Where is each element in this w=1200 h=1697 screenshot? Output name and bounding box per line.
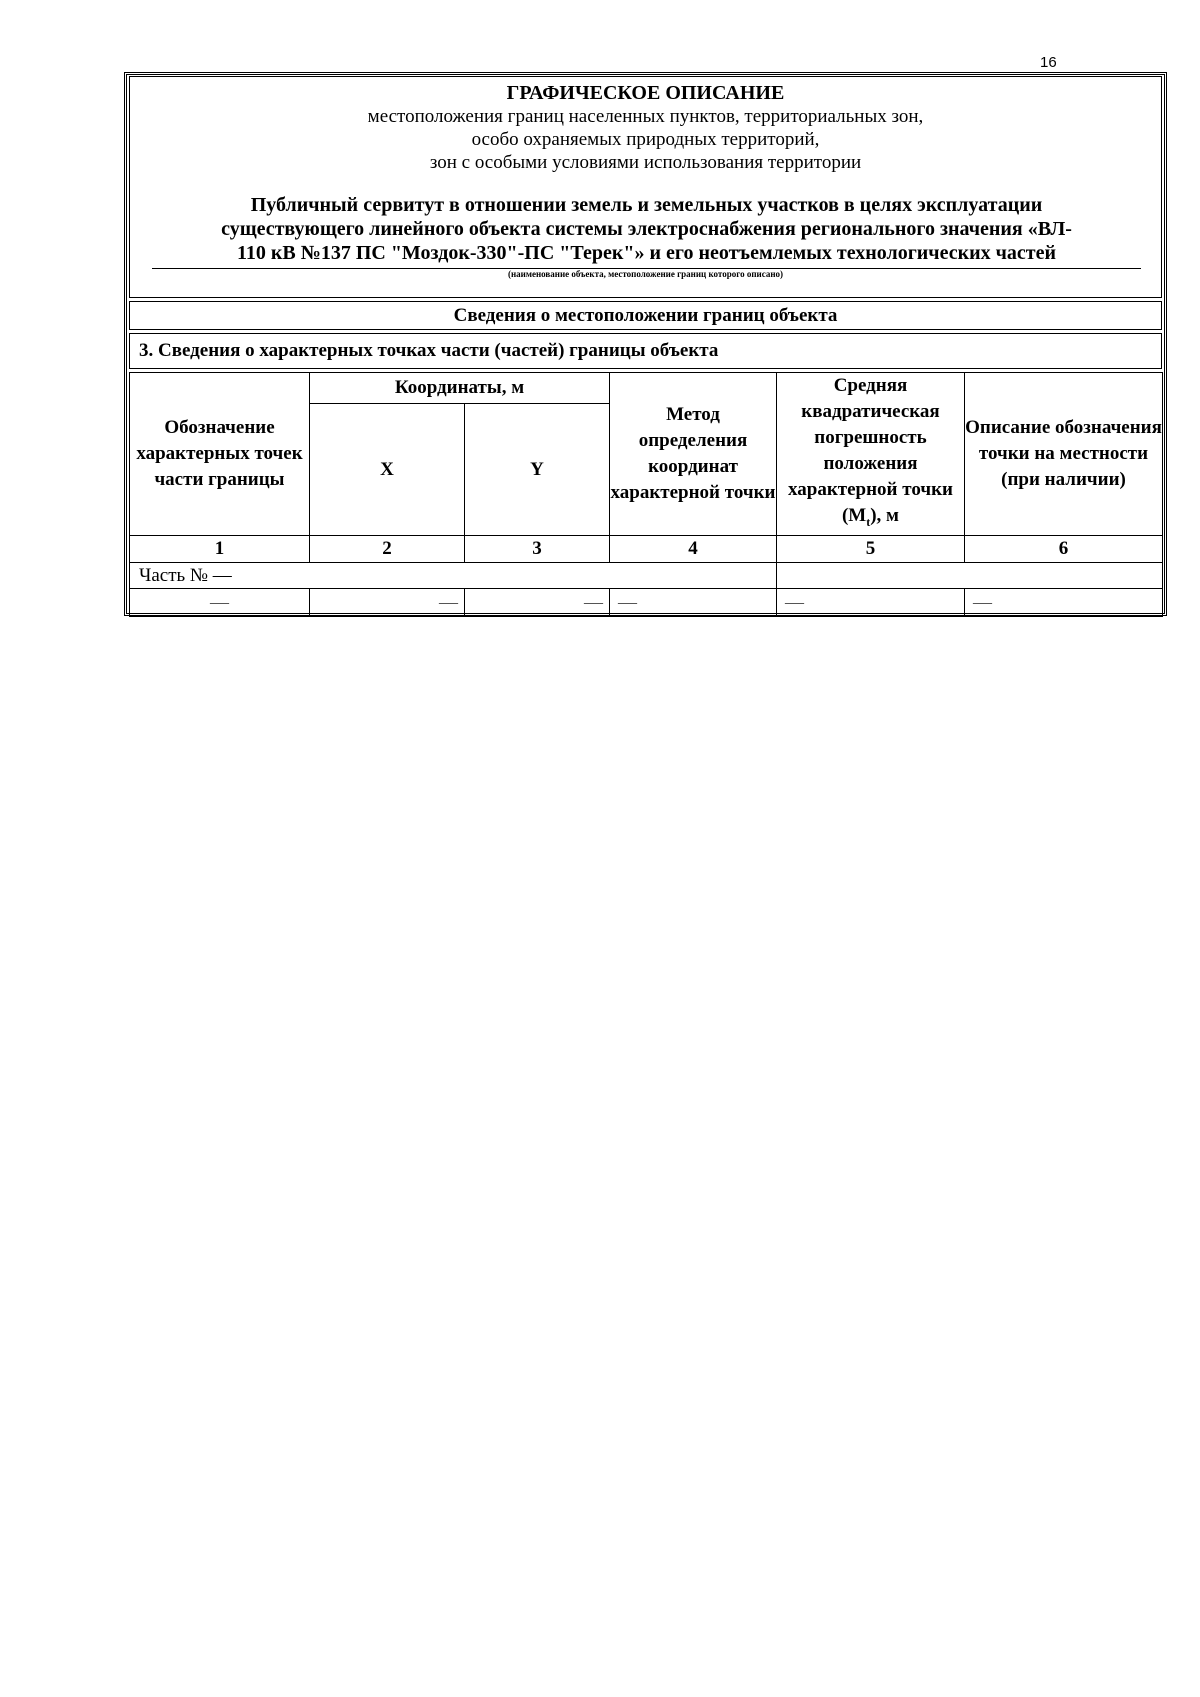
title-block [129, 76, 1162, 298]
header-coordinates-group: Координаты, м [310, 373, 610, 404]
column-number: 6 [965, 535, 1163, 562]
subtitle-line: зон с особыми условиями использования территории [429, 152, 862, 173]
object-name-line: Публичный сервитут в отношении земель и земельных участков в целях эксплуатации [250, 194, 1043, 216]
column-number: 5 [777, 535, 965, 562]
part-row [130, 562, 1163, 588]
subtitle-line: местоположения границ населенных пунктов, территориальных зон, [367, 106, 924, 127]
document-subtitle [130, 105, 1161, 174]
page-number: 16 [1040, 54, 1057, 71]
section-heading: 3. Сведения о характерных точках части (частей) границы объекта [129, 333, 1162, 369]
boundary-heading: Сведения о местоположении границ объекта [129, 301, 1162, 330]
header-coordinate-x: X [310, 403, 465, 535]
column-number: 2 [310, 535, 465, 562]
table-cell: — [465, 588, 610, 616]
table-cell: — [610, 588, 777, 616]
document-title: ГРАФИЧЕСКОЕ ОПИСАНИЕ [506, 82, 785, 104]
column-number: 1 [130, 535, 310, 562]
table-header-row [130, 373, 1163, 404]
table-cell: — [310, 588, 465, 616]
header-point-description: Описание обозначения точки на местности (при наличии) [965, 373, 1163, 536]
table-cell: — [777, 588, 965, 616]
characteristic-points-table [129, 372, 1163, 617]
header-method: Метод определения координат характерной точки [610, 373, 777, 536]
table-cell: — [965, 588, 1163, 616]
object-name [150, 193, 1143, 265]
table-row [130, 588, 1163, 616]
table-cell: — [130, 588, 310, 616]
object-name-line: 110 кВ №137 ПС "Моздок-330"-ПС "Терек"» и его неотъемлемых технологических частей [236, 242, 1057, 264]
part-row-empty-cell [777, 562, 1163, 588]
header-coordinate-y: Y [465, 403, 610, 535]
column-number: 4 [610, 535, 777, 562]
subtitle-line: особо охраняемых природных территорий, [471, 129, 820, 150]
part-label: Часть № — [130, 562, 777, 588]
column-number-row [130, 535, 1163, 562]
column-number: 3 [465, 535, 610, 562]
header-mean-square-error: Средняя квадратическая погрешность положения характерной точки $(M_t)$, м [777, 373, 965, 536]
object-name-line: существующего линейного объекта системы электроснабжения регионального значения «ВЛ- [221, 218, 1072, 240]
header-point-designation: Обозначение характерных точек части границы [130, 373, 310, 536]
object-name-caption: (наименование объекта, местоположение границ которого описано) [507, 269, 784, 279]
